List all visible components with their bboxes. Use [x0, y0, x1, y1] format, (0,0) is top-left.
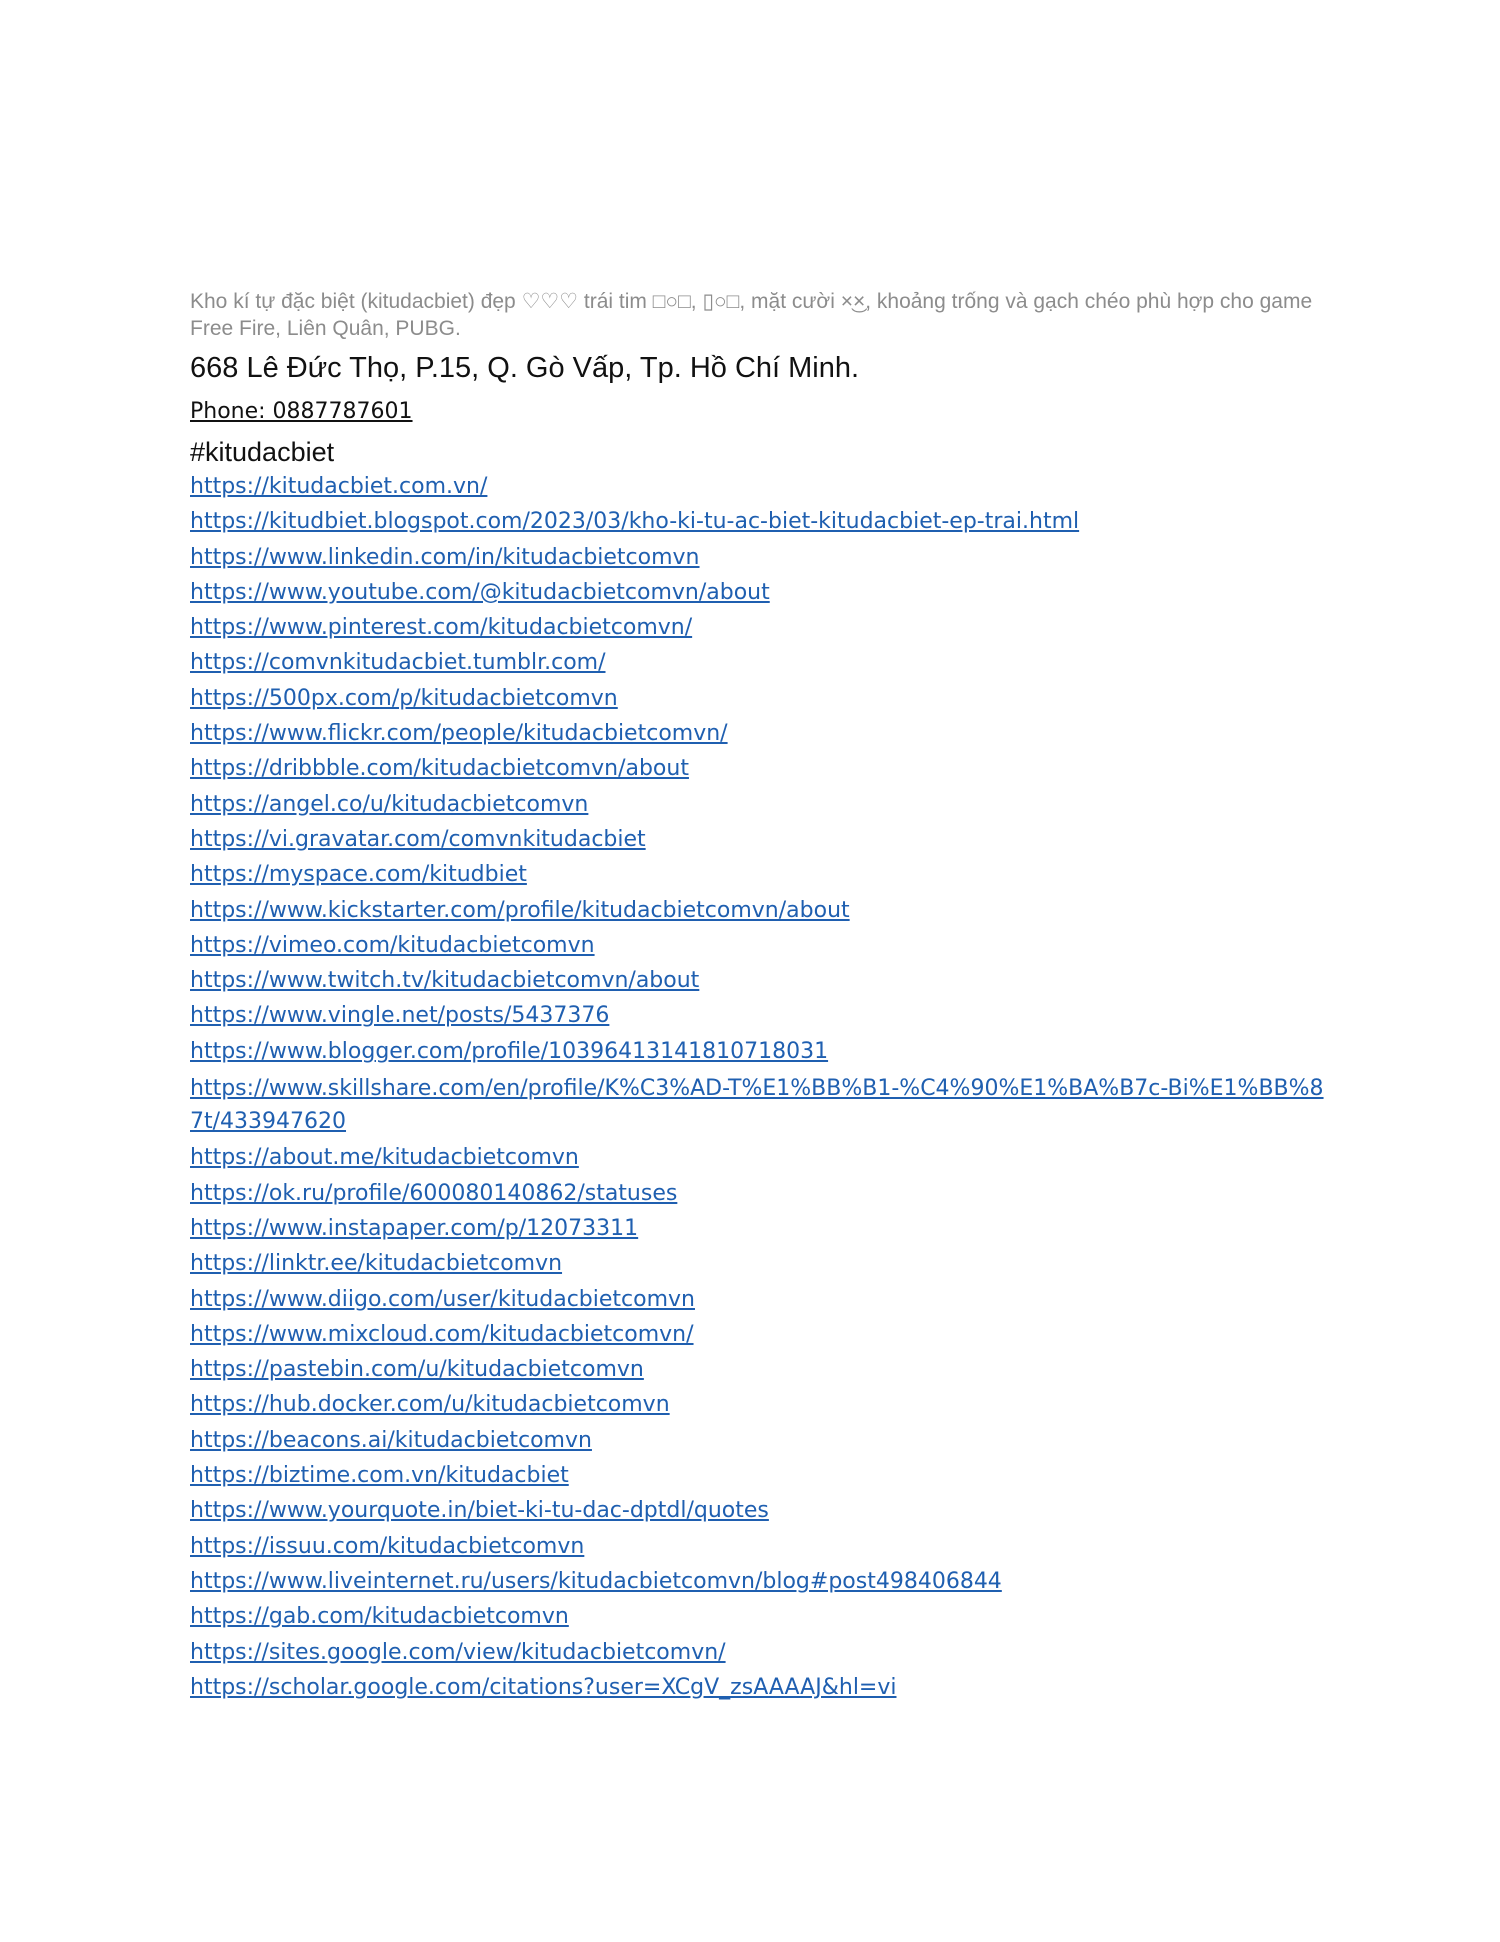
link-item — [190, 790, 1330, 820]
link[interactable]: https://dribbble.com/kitudacbietcomvn/about — [190, 756, 689, 782]
link-item — [190, 1285, 1330, 1315]
link-item — [190, 1673, 1330, 1703]
link[interactable]: https://gab.com/kitudacbietcomvn — [190, 1604, 569, 1630]
link-item — [190, 1567, 1330, 1597]
link[interactable]: https://www.mixcloud.com/kitudacbietcomvn/ — [190, 1321, 694, 1347]
link[interactable]: https://www.yourquote.in/biet-ki-tu-dac-dptdl/quotes — [190, 1498, 769, 1524]
link-item — [190, 1355, 1330, 1385]
link-item — [190, 543, 1330, 573]
link-item — [190, 648, 1330, 678]
link[interactable]: https://angel.co/u/kitudacbietcomvn — [190, 791, 589, 817]
link-item — [190, 860, 1330, 890]
link[interactable]: https://ok.ru/profile/600080140862/statuses — [190, 1180, 678, 1206]
link[interactable]: https://hub.docker.com/u/kitudacbietcomvn — [190, 1392, 670, 1418]
link[interactable]: https://pastebin.com/u/kitudacbietcomvn — [190, 1357, 644, 1383]
link-item — [190, 1426, 1330, 1456]
link[interactable]: https://www.pinterest.com/kitudacbietcomvn/ — [190, 615, 693, 641]
link-item — [190, 507, 1330, 537]
link[interactable]: https://linktr.ee/kitudacbietcomvn — [190, 1251, 563, 1277]
link[interactable]: https://www.instapaper.com/p/12073311 — [190, 1215, 639, 1241]
link[interactable]: https://www.vingle.net/posts/5437376 — [190, 1003, 610, 1029]
link-item — [190, 754, 1330, 784]
link-item — [190, 1496, 1330, 1526]
link-item — [190, 472, 1330, 502]
link[interactable]: https://about.me/kitudacbietcomvn — [190, 1145, 579, 1171]
link-list — [190, 472, 1330, 1703]
link-item — [190, 825, 1330, 855]
link-item — [190, 1638, 1330, 1668]
link[interactable]: https://www.flickr.com/people/kitudacbietcomvn/ — [190, 721, 728, 747]
link-item — [190, 1461, 1330, 1491]
link[interactable]: https://www.diigo.com/user/kitudacbietcomvn — [190, 1286, 695, 1312]
link-item — [190, 1179, 1330, 1209]
link-item — [190, 931, 1330, 961]
link[interactable]: https://www.kickstarter.com/profile/kitudacbietcomvn/about — [190, 897, 850, 923]
address-line: 668 Lê Đức Thọ, P.15, Q. Gò Vấp, Tp. Hồ Chí Minh. — [190, 352, 860, 384]
link[interactable]: https://500px.com/p/kitudacbietcomvn — [190, 685, 618, 711]
link-item — [190, 613, 1330, 643]
link-item — [190, 1249, 1330, 1279]
link-item — [190, 719, 1330, 749]
link[interactable]: https://www.youtube.com/@kitudacbietcomvn/about — [190, 579, 770, 605]
link[interactable]: https://www.twitch.tv/kitudacbietcomvn/about — [190, 968, 700, 994]
link[interactable]: https://issuu.com/kitudacbietcomvn — [190, 1533, 585, 1559]
link[interactable]: https://www.skillshare.com/en/profile/K%C3%AD-T%E1%BB%B1-%C4%90%E1%BA%B7c-Bi%E1%BB%87t/433947620 — [190, 1076, 1324, 1135]
link-item — [190, 896, 1330, 926]
link-item — [190, 1214, 1330, 1244]
link-item — [190, 1001, 1330, 1031]
link-item — [190, 684, 1330, 714]
link-item — [190, 966, 1330, 996]
link-item — [190, 1532, 1330, 1562]
link-item — [190, 1602, 1330, 1632]
link[interactable]: https://scholar.google.com/citations?user=XCgV_zsAAAAJ&hl=vi — [190, 1674, 897, 1700]
link[interactable]: https://sites.google.com/view/kitudacbietcomvn/ — [190, 1639, 726, 1665]
link[interactable]: https://kitudbiet.blogspot.com/2023/03/kho-ki-tu-ac-biet-kitudacbiet-ep-trai.html — [190, 509, 1080, 535]
hashtag: #kitudacbiet — [190, 437, 335, 467]
document-body — [190, 288, 1330, 1708]
link[interactable]: https://vimeo.com/kitudacbietcomvn — [190, 932, 595, 958]
link[interactable]: https://myspace.com/kitudbiet — [190, 862, 527, 888]
link[interactable]: https://comvnkitudacbiet.tumblr.com/ — [190, 650, 606, 676]
link-item — [190, 1072, 1330, 1138]
link[interactable]: https://beacons.ai/kitudacbietcomvn — [190, 1427, 592, 1453]
link-item — [190, 578, 1330, 608]
link-item — [190, 1320, 1330, 1350]
link[interactable]: https://www.linkedin.com/in/kitudacbietcomvn — [190, 544, 700, 570]
link[interactable]: https://kitudacbiet.com.vn/ — [190, 474, 488, 499]
link-item — [190, 1143, 1330, 1173]
link[interactable]: https://biztime.com.vn/kitudacbiet — [190, 1463, 569, 1489]
intro-text: Kho kí tự đặc biệt (kitudacbiet) đẹp ♡♡♡ trái tim □○□, ▯○□, mặt cười ×͜×, khoảng trống và gạch chéo phù hợp cho game Free Fire, Liên Quân, PUBG. — [190, 290, 1313, 340]
link[interactable]: https://www.blogger.com/profile/10396413141810718031 — [190, 1038, 829, 1064]
link-item — [190, 1390, 1330, 1420]
link[interactable]: https://vi.gravatar.com/comvnkitudacbiet — [190, 826, 646, 852]
link-item — [190, 1037, 1330, 1067]
link[interactable]: https://www.liveinternet.ru/users/kitudacbietcomvn/blog#post498406844 — [190, 1568, 1002, 1594]
phone-number: Phone: 0887787601 — [190, 399, 413, 424]
